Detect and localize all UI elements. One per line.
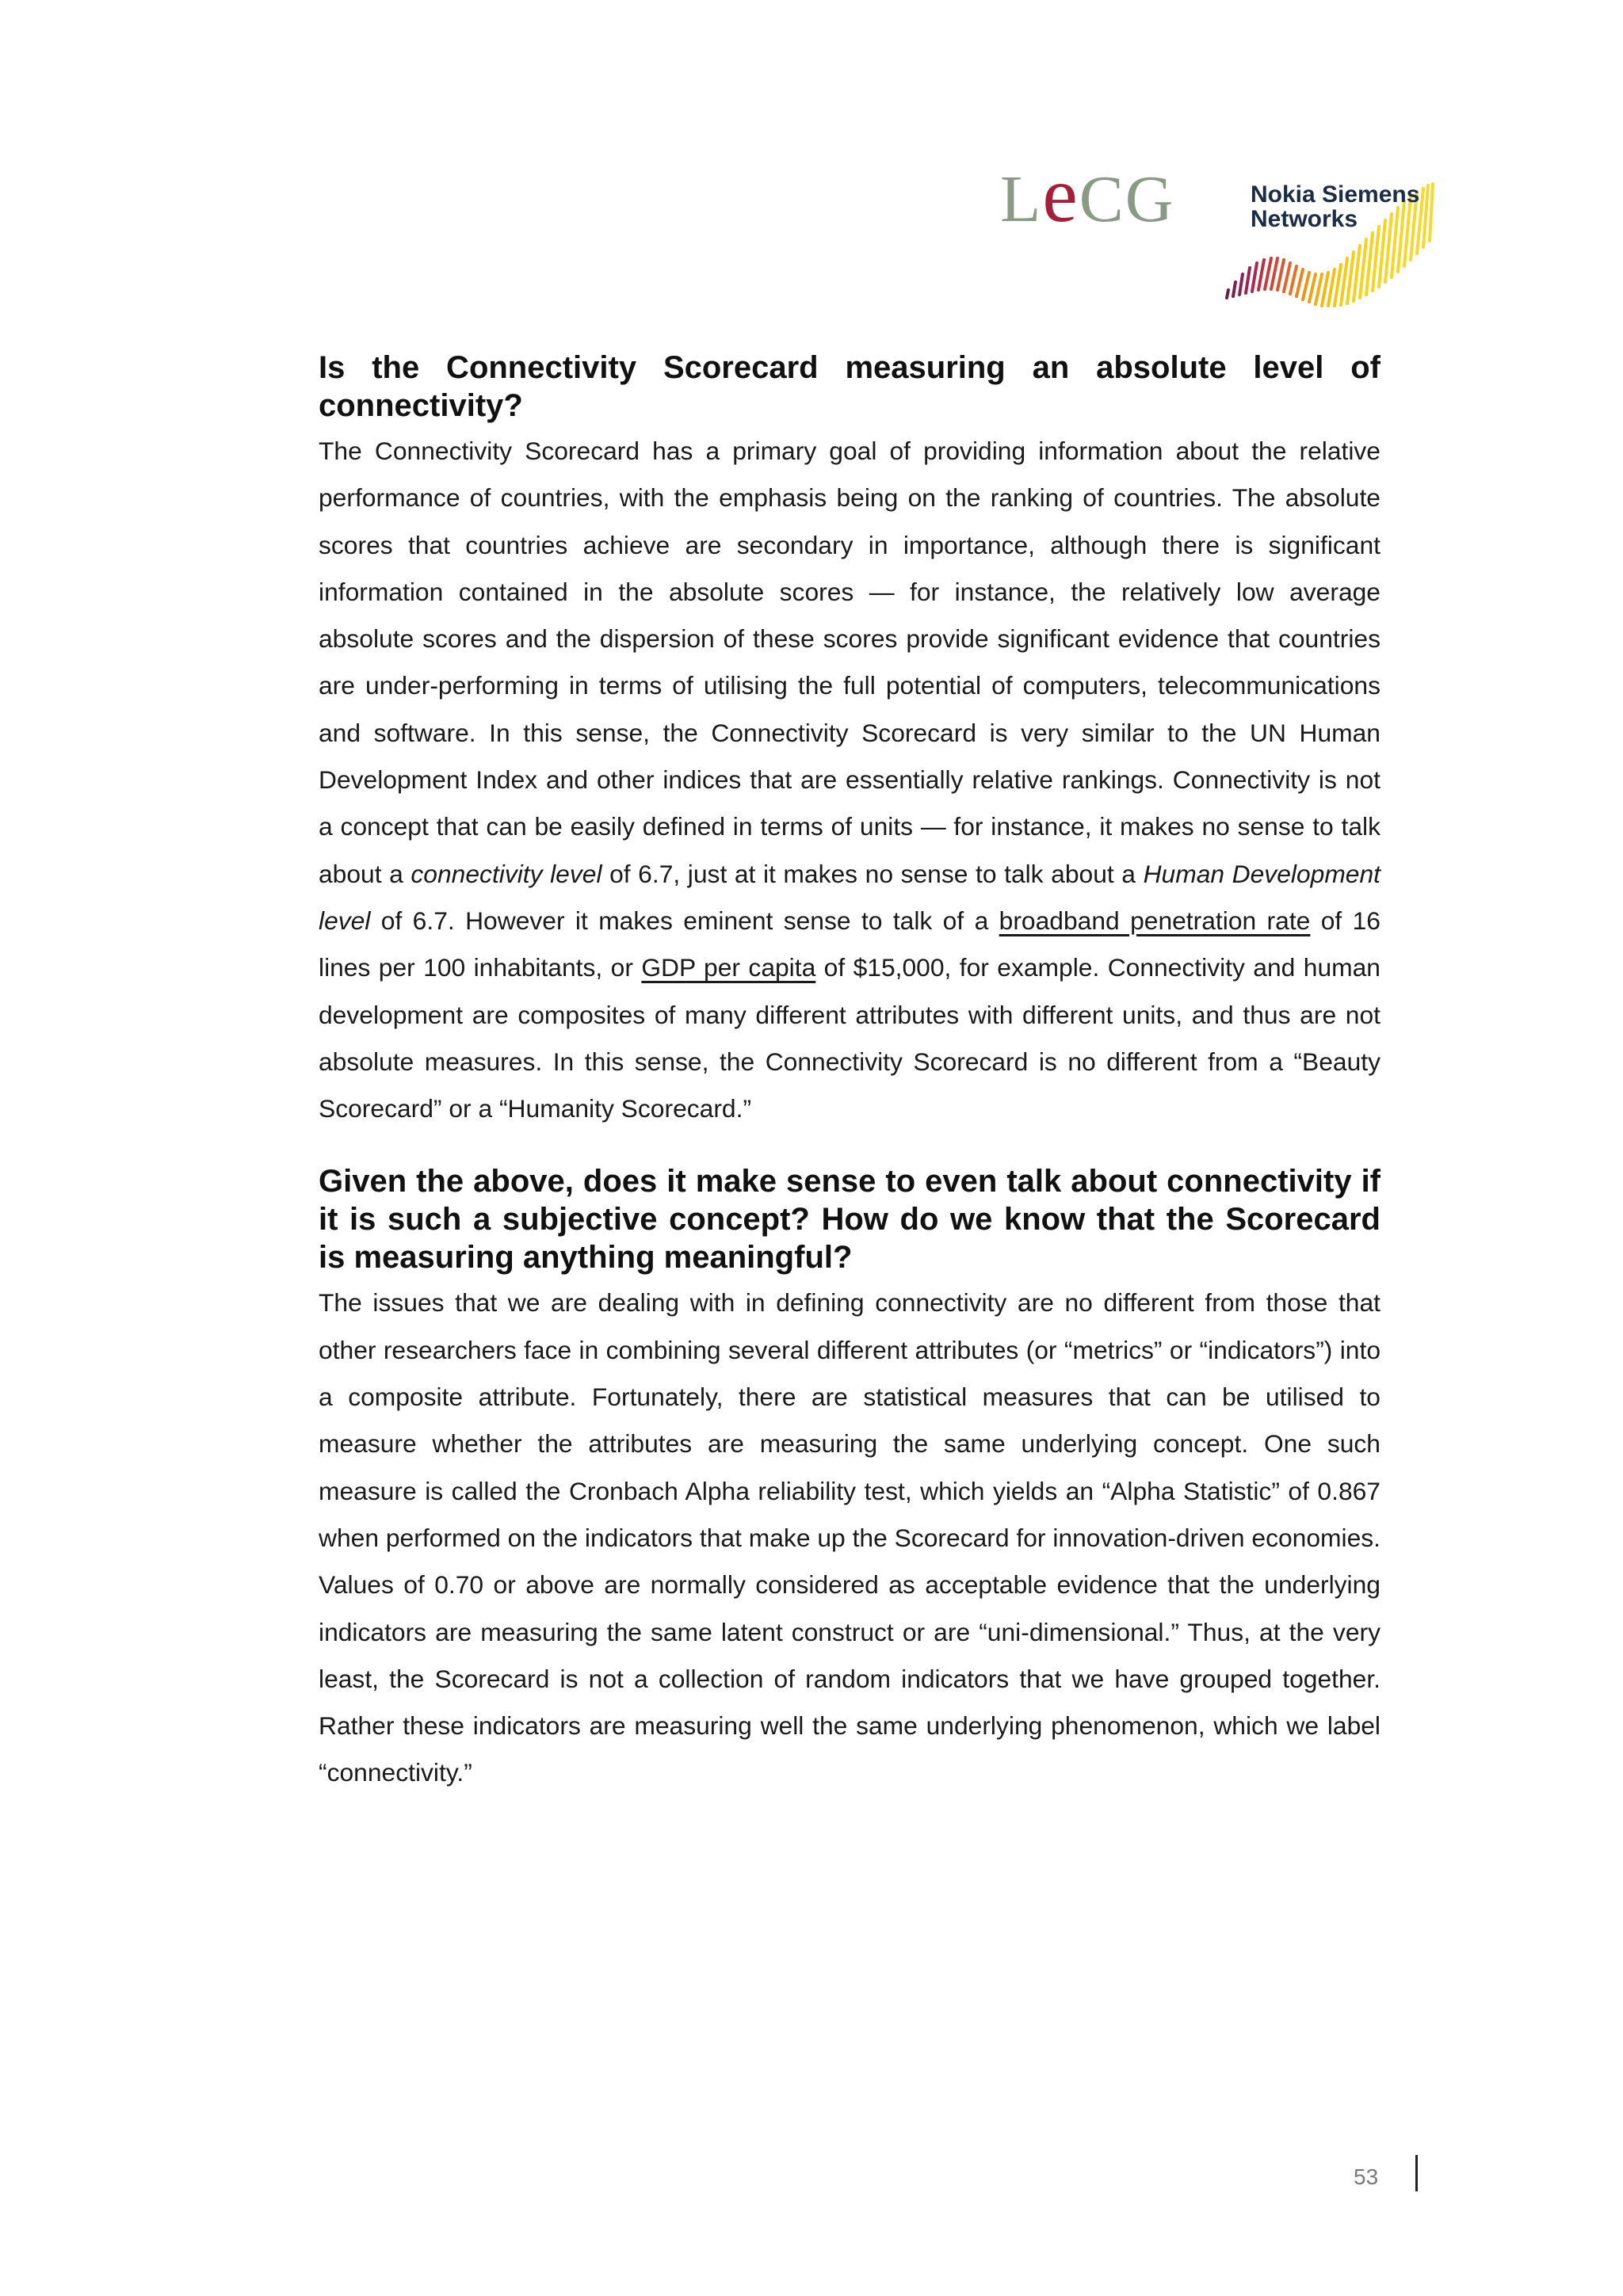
underlined-gdp-per-capita: GDP per capita: [641, 953, 816, 982]
section1-paragraph: [319, 428, 1381, 1132]
emphasis-connectivity-level: connectivity level: [411, 859, 602, 888]
paragraph-text: of 6.7. However it makes eminent sense to talk of a: [370, 906, 999, 935]
section2-paragraph: The issues that we are dealing with in defining connectivity are no different from those that other researchers face in combining several different attributes (or “metrics” or “indicators”) into a composite attribute. Fortunately, there are statistical measures that can be utilised to measure whether the attributes are measuring the same underlying concept. One such measure is called the Cronbach Alpha reliability test, which yields an “Alpha Statistic” of 0.867 when performed on the indicators that make up the Scorecard for innovation-driven economies. Values of 0.70 or above are normally considered as acceptable evidence that the underlying indicators are measuring the same latent construct or are “uni-dimensional.” Thus, at the very least, the Scorecard is not a collection of random indicators that we have grouped together. Rather these indicators are measuring well the same underlying phenomenon, which we label “connectivity.”: [319, 1288, 1381, 1787]
paragraph-text: of 16 lines per 100 inhabitants, or: [319, 906, 1381, 982]
document-body: [319, 349, 1381, 1797]
page-number-rule: [1415, 2155, 1418, 2191]
section-spacer: [319, 1132, 1381, 1162]
underlined-broadband-penetration-rate: broadband penetration rate: [999, 906, 1311, 935]
nokia-siemens-networks-logo-text: [1251, 182, 1419, 231]
section1-heading: Is the Connectivity Scorecard measuring an absolute level of connectivity?: [319, 350, 1381, 423]
nsn-logo-line2: Networks: [1251, 206, 1358, 232]
paragraph-text: of 6.7, just at it makes no sense to talk about a: [601, 859, 1144, 888]
section2-heading: Given the above, does it make sense to even talk about connectivity if it is such a subjective concept? How do we know that the Scorecard is measuring anything meaningful?: [319, 1164, 1381, 1276]
emphasis-human-development-level: Human Development level: [319, 859, 1381, 935]
nsn-logo-line1: Nokia Siemens: [1251, 181, 1420, 208]
page-number: 53: [1354, 2164, 1379, 2189]
paragraph-text: of $15,000, for example. Connectivity and human development are composites of many different attributes with different units, and thus are not absolute measures. In this sense, the Connectivity Scorecard is no different from a “Beauty Scorecard” or a “Humanity Scorecard.”: [319, 953, 1381, 1123]
lecg-logo: LeCG: [1000, 151, 1175, 238]
paragraph-text: The Connectivity Scorecard has a primary goal of providing information about the relative performance of countries, with the emphasis being on the ranking of countries. The absolute scores that countries achieve are secondary in importance, although there is significant information contained in the absolute scores — for instance, the relatively low average absolute scores and the dispersion of these scores provide significant evidence that countries are under-performing in terms of utilising the full potential of computers, telecommunications and software. In this sense, the Connectivity Scorecard is very similar to the UN Human Development Index and other indices that are essentially relative rankings. Connectivity is not a concept that can be easily defined in terms of units — for instance, it makes no sense to talk about a: [319, 437, 1381, 888]
